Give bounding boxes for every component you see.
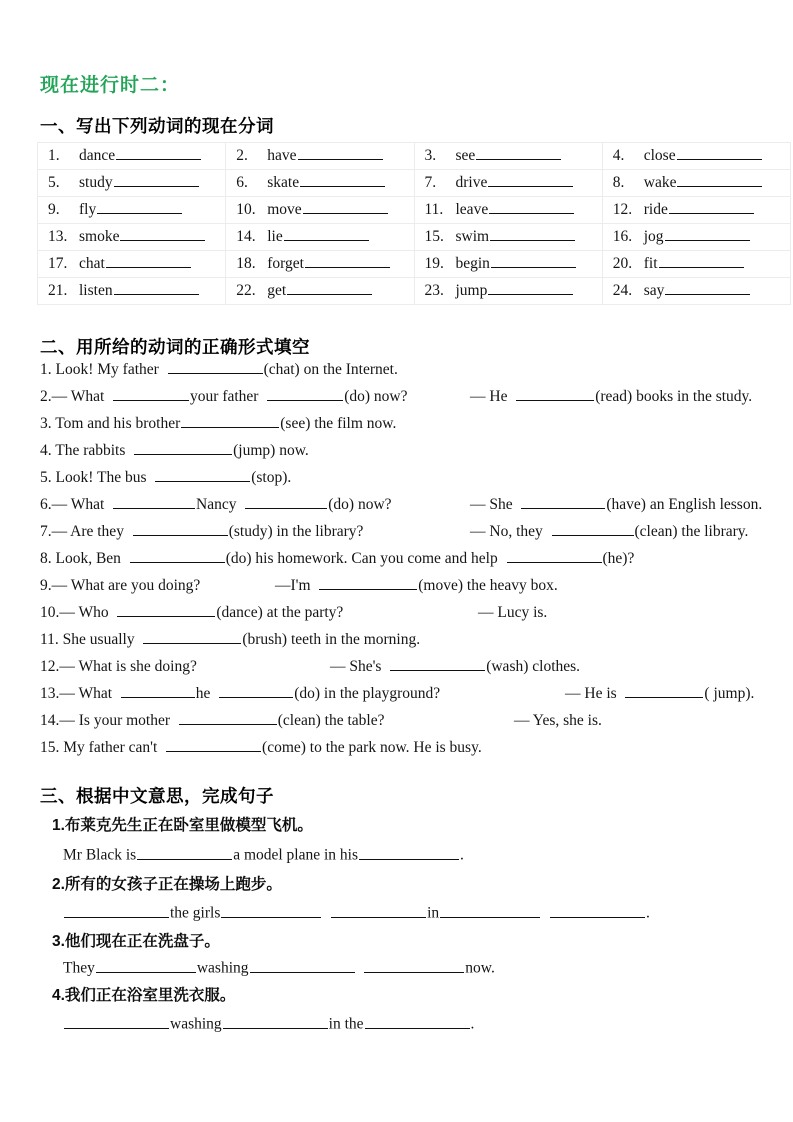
verb-cell bbox=[38, 170, 226, 197]
answer-text bbox=[514, 707, 602, 734]
line-text: (chat) on the Internet. bbox=[263, 361, 398, 378]
verb-text: study bbox=[79, 174, 113, 191]
chinese-prompt: 3.他们现在正在洗盘子。 bbox=[52, 933, 220, 950]
verb-text: see bbox=[455, 147, 476, 164]
line-text: 15. My father can't bbox=[40, 739, 166, 756]
verb-number: 8. bbox=[612, 174, 625, 191]
verb-cell bbox=[38, 197, 226, 224]
answer-text bbox=[565, 680, 754, 707]
section1-heading: 一、写出下列动词的现在分词 bbox=[40, 116, 274, 136]
blank-line bbox=[303, 198, 388, 215]
verb-cell bbox=[226, 143, 414, 170]
question-text bbox=[40, 680, 440, 707]
blank-line bbox=[491, 252, 576, 269]
verb-number: 11. bbox=[424, 201, 444, 218]
blank-line bbox=[284, 225, 369, 242]
blank-line bbox=[133, 520, 228, 537]
blank-line bbox=[64, 1012, 169, 1029]
line-text bbox=[541, 905, 549, 922]
line-text: 10.— Who bbox=[40, 604, 117, 621]
line-text: — She bbox=[470, 496, 521, 513]
blank-line bbox=[166, 736, 261, 753]
line-text: 14.— Is your mother bbox=[40, 712, 178, 729]
verb-text: leave bbox=[455, 201, 489, 218]
line-text: (clean) the library. bbox=[634, 523, 749, 540]
line-text: (clean) the table? bbox=[277, 712, 385, 729]
line-text: . bbox=[645, 904, 650, 922]
blank-line bbox=[250, 956, 355, 973]
question-text bbox=[40, 572, 200, 599]
blank-line bbox=[659, 252, 744, 269]
line-text: Mr Black is bbox=[63, 846, 137, 864]
verb-cell bbox=[226, 251, 414, 278]
blank-line bbox=[331, 901, 426, 918]
verb-cell bbox=[603, 224, 791, 251]
blank-line bbox=[507, 547, 602, 564]
verb-cell bbox=[38, 224, 226, 251]
verb-cell bbox=[603, 197, 791, 224]
verb-cell bbox=[415, 278, 603, 305]
line-text: 13.— What bbox=[40, 685, 120, 702]
verb-number: 5. bbox=[48, 174, 60, 191]
verb-text: fit bbox=[643, 255, 658, 272]
line-text: he bbox=[195, 685, 219, 702]
verb-number: 6. bbox=[236, 174, 248, 191]
blank-line bbox=[221, 901, 321, 918]
blank-line bbox=[181, 412, 279, 429]
line-text: (do) now? bbox=[344, 388, 408, 405]
line-text: a model plane in his bbox=[233, 846, 359, 864]
verb-text: begin bbox=[455, 255, 490, 272]
blank-line bbox=[669, 198, 754, 215]
line-text: the girls bbox=[170, 904, 221, 922]
blank-line bbox=[116, 144, 201, 161]
verb-number: 13. bbox=[48, 228, 68, 245]
line-text: (have) an English lesson. bbox=[606, 496, 763, 513]
blank-line bbox=[155, 466, 250, 483]
line-text: (stop). bbox=[251, 469, 292, 486]
blank-line bbox=[677, 144, 762, 161]
line-text: . bbox=[460, 846, 464, 864]
line-text: (wash) clothes. bbox=[486, 658, 581, 675]
line-text: (do) his homework. Can you come and help bbox=[225, 550, 506, 567]
verb-cell bbox=[603, 170, 791, 197]
line-text: 6.— What bbox=[40, 496, 113, 513]
line-text: washing bbox=[170, 1015, 222, 1033]
verb-text: say bbox=[643, 282, 665, 299]
fill-line bbox=[0, 518, 793, 545]
blank-line bbox=[114, 171, 199, 188]
verb-cell bbox=[415, 251, 603, 278]
line-text: . bbox=[470, 1015, 475, 1033]
line-text: 11. She usually bbox=[40, 631, 143, 648]
chinese-prompt: 2.所有的女孩子正在操场上跑步。 bbox=[52, 876, 282, 893]
question-text bbox=[40, 356, 398, 383]
line-text: Nancy bbox=[196, 496, 245, 513]
verb-number: 24. bbox=[612, 282, 633, 299]
blank-line bbox=[665, 279, 750, 296]
chinese-prompt: 4.我们正在浴室里洗衣服。 bbox=[52, 987, 236, 1004]
blank-line bbox=[113, 493, 195, 510]
question-text bbox=[40, 464, 291, 491]
verb-text: get bbox=[267, 282, 287, 299]
blank-line bbox=[440, 901, 540, 918]
verb-text: smoke bbox=[79, 228, 120, 245]
verb-text: have bbox=[267, 147, 297, 164]
verb-cell bbox=[226, 197, 414, 224]
line-text: — He is bbox=[565, 685, 625, 702]
blank-line bbox=[120, 225, 205, 242]
question-text bbox=[40, 383, 408, 410]
blank-line bbox=[364, 956, 464, 973]
verb-text: move bbox=[267, 201, 302, 218]
verb-number: 21. bbox=[48, 282, 68, 299]
verb-cell bbox=[226, 224, 414, 251]
line-text bbox=[322, 905, 330, 922]
verb-cell bbox=[415, 224, 603, 251]
line-text: (do) now? bbox=[328, 496, 392, 513]
line-text: They bbox=[63, 959, 95, 977]
question-text bbox=[40, 734, 482, 761]
blank-line bbox=[489, 198, 574, 215]
line-text: 8. Look, Ben bbox=[40, 550, 129, 567]
verb-text: ride bbox=[643, 201, 668, 218]
blank-line bbox=[223, 1012, 328, 1029]
blank-line bbox=[488, 171, 573, 188]
blank-line bbox=[550, 901, 645, 918]
question-text bbox=[40, 653, 197, 680]
verb-number: 10. bbox=[236, 201, 256, 218]
line-text: (dance) at the party? bbox=[216, 604, 344, 621]
blank-line bbox=[130, 547, 225, 564]
answer-text bbox=[478, 599, 547, 626]
line-text: — She's bbox=[330, 658, 390, 675]
verb-number: 15. bbox=[424, 228, 444, 245]
verb-text: dance bbox=[79, 147, 116, 164]
line-text: — Yes, she is. bbox=[514, 712, 602, 729]
fill-line bbox=[0, 383, 793, 410]
blank-line bbox=[359, 843, 459, 860]
question-text bbox=[40, 518, 363, 545]
worksheet-title: 现在进行时二： bbox=[40, 75, 181, 96]
verb-number: 2. bbox=[236, 147, 248, 164]
question-text bbox=[40, 410, 396, 437]
line-text: (study) in the library? bbox=[228, 523, 364, 540]
verb-cell bbox=[415, 197, 603, 224]
verb-cell bbox=[603, 251, 791, 278]
blank-line bbox=[97, 198, 182, 215]
line-text: 1. Look! My father bbox=[40, 361, 167, 378]
blank-line bbox=[665, 225, 750, 242]
line-text: 2.— What bbox=[40, 388, 113, 405]
chinese-prompt: 1.布莱克先生正在卧室里做模型飞机。 bbox=[52, 817, 313, 834]
line-text: (move) the heavy box. bbox=[418, 577, 558, 594]
blank-line bbox=[134, 439, 232, 456]
line-text: 9.— What are you doing? bbox=[40, 577, 201, 594]
question-text bbox=[40, 599, 343, 626]
verb-number: 22. bbox=[236, 282, 256, 299]
fill-line bbox=[0, 464, 793, 491]
line-text: — Lucy is. bbox=[478, 604, 548, 621]
line-text: in bbox=[427, 904, 440, 922]
blank-line bbox=[113, 385, 189, 402]
blank-line bbox=[106, 252, 191, 269]
line-text: (come) to the park now. He is busy. bbox=[262, 739, 482, 756]
verb-cell bbox=[38, 251, 226, 278]
blank-line bbox=[319, 574, 417, 591]
question-text bbox=[40, 626, 420, 653]
blank-line bbox=[114, 279, 199, 296]
section2-heading: 二、用所给的动词的正确形式填空 bbox=[40, 337, 310, 357]
verb-number: 19. bbox=[424, 255, 444, 272]
blank-line bbox=[365, 1012, 470, 1029]
blank-line bbox=[168, 358, 263, 375]
fill-line bbox=[0, 707, 793, 734]
verb-text: swim bbox=[455, 228, 490, 245]
blank-line bbox=[300, 171, 385, 188]
line-text: — No, they bbox=[470, 523, 551, 540]
english-answer-line bbox=[63, 956, 495, 980]
verb-number: 17. bbox=[48, 255, 68, 272]
line-text: 12.— What is she doing? bbox=[40, 658, 197, 675]
verb-text: jog bbox=[643, 228, 664, 245]
fill-line bbox=[0, 356, 793, 383]
line-text: — He bbox=[470, 388, 516, 405]
line-text: your father bbox=[190, 388, 267, 405]
blank-line bbox=[516, 385, 594, 402]
verb-text: lie bbox=[267, 228, 283, 245]
blank-line bbox=[64, 901, 169, 918]
line-text: in the bbox=[328, 1015, 364, 1033]
verb-number: 3. bbox=[424, 147, 437, 164]
verb-cell bbox=[603, 278, 791, 305]
verb-text: fly bbox=[79, 201, 97, 218]
blank-line bbox=[137, 843, 232, 860]
fill-lines bbox=[0, 356, 793, 761]
line-text: ( jump). bbox=[704, 685, 755, 702]
verb-cell bbox=[226, 278, 414, 305]
answer-text bbox=[470, 491, 762, 518]
verb-text: skate bbox=[267, 174, 300, 191]
blank-line bbox=[219, 682, 293, 699]
line-text: (brush) teeth in the morning. bbox=[242, 631, 421, 648]
verb-number: 18. bbox=[236, 255, 256, 272]
verb-number: 14. bbox=[236, 228, 256, 245]
blank-line bbox=[121, 682, 195, 699]
verb-text: listen bbox=[79, 282, 113, 299]
fill-line bbox=[0, 626, 793, 653]
blank-line bbox=[245, 493, 327, 510]
fill-line bbox=[0, 410, 793, 437]
blank-line bbox=[490, 225, 575, 242]
section3-heading: 三、根据中文意思，完成句子 bbox=[40, 786, 274, 806]
verb-cell bbox=[226, 170, 414, 197]
verb-number: 4. bbox=[612, 147, 625, 164]
question-text bbox=[40, 545, 634, 572]
line-text: 3. Tom and his brother bbox=[40, 415, 181, 432]
blank-line bbox=[96, 956, 196, 973]
blank-line bbox=[298, 144, 383, 161]
blank-line bbox=[305, 252, 390, 269]
blank-line bbox=[476, 144, 561, 161]
blank-line bbox=[625, 682, 703, 699]
verb-cell bbox=[415, 143, 603, 170]
answer-text bbox=[470, 518, 748, 545]
line-text: (jump) now. bbox=[233, 442, 309, 459]
verb-table bbox=[37, 142, 791, 305]
fill-line bbox=[0, 437, 793, 464]
verb-number: 7. bbox=[424, 174, 437, 191]
verb-text: forget bbox=[267, 255, 304, 272]
english-answer-line bbox=[63, 901, 650, 925]
blank-line bbox=[143, 628, 241, 645]
fill-line bbox=[0, 680, 793, 707]
answer-text bbox=[470, 383, 752, 410]
verb-cell bbox=[415, 170, 603, 197]
line-text: 4. The rabbits bbox=[40, 442, 134, 459]
verb-text: drive bbox=[455, 174, 488, 191]
blank-line bbox=[287, 279, 372, 296]
verb-number: 23. bbox=[424, 282, 444, 299]
blank-line bbox=[552, 520, 634, 537]
verb-text: wake bbox=[643, 174, 677, 191]
verb-text: close bbox=[643, 147, 676, 164]
line-text: washing bbox=[196, 959, 249, 977]
line-text: 5. Look! The bus bbox=[40, 469, 155, 486]
question-text bbox=[40, 491, 392, 518]
question-text bbox=[40, 707, 384, 734]
verb-cell bbox=[603, 143, 791, 170]
fill-line bbox=[0, 653, 793, 680]
fill-line bbox=[0, 599, 793, 626]
line-text: now. bbox=[465, 959, 495, 977]
line-text: —I'm bbox=[275, 577, 319, 594]
blank-line bbox=[390, 655, 485, 672]
fill-line bbox=[0, 734, 793, 761]
answer-text bbox=[275, 572, 558, 599]
answer-text bbox=[330, 653, 580, 680]
verb-number: 1. bbox=[48, 147, 60, 164]
verb-cell bbox=[38, 278, 226, 305]
line-text: (he)? bbox=[602, 550, 635, 567]
fill-line bbox=[0, 545, 793, 572]
line-text: (read) books in the study. bbox=[595, 388, 753, 405]
fill-line bbox=[0, 491, 793, 518]
verb-number: 9. bbox=[48, 201, 60, 218]
blank-line bbox=[677, 171, 762, 188]
verb-number: 16. bbox=[612, 228, 633, 245]
question-text bbox=[40, 437, 309, 464]
blank-line bbox=[179, 709, 277, 726]
blank-line bbox=[488, 279, 573, 296]
line-text: 7.— Are they bbox=[40, 523, 132, 540]
english-answer-line bbox=[63, 1012, 474, 1036]
line-text: (do) in the playground? bbox=[294, 685, 441, 702]
blank-line bbox=[521, 493, 605, 510]
blank-line bbox=[267, 385, 343, 402]
verb-number: 12. bbox=[612, 201, 633, 218]
verb-cell bbox=[38, 143, 226, 170]
english-answer-line bbox=[63, 843, 464, 867]
verb-text: jump bbox=[455, 282, 488, 299]
blank-line bbox=[117, 601, 215, 618]
line-text: (see) the film now. bbox=[280, 415, 397, 432]
verb-text: chat bbox=[79, 255, 105, 272]
line-text bbox=[356, 960, 364, 977]
verb-number: 20. bbox=[612, 255, 633, 272]
fill-line bbox=[0, 572, 793, 599]
